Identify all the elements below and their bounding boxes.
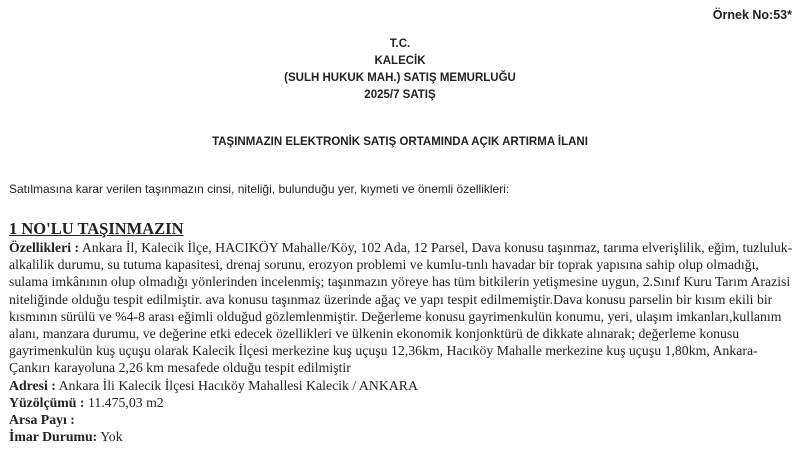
area-value: 11.475,03 m2: [84, 394, 164, 410]
zoning-row: [9, 428, 793, 445]
header-line-case: 2025/7 SATIŞ: [364, 89, 436, 101]
zoning-value: Yok: [97, 429, 123, 445]
header-line-city: KALECİK: [374, 55, 426, 67]
area-row: [9, 394, 793, 411]
features-paragraph: [9, 239, 793, 377]
address-label: Adresi :: [9, 377, 56, 393]
announcement-title: TAŞINMAZIN ELEKTRONİK SATIŞ ORTAMINDA AÇIK ARTIRMA İLANI: [212, 136, 588, 148]
features-label: Özellikleri :: [9, 240, 80, 255]
address-value: Ankara İli Kalecik İlçesi Hacıköy Mahallesi Kalecik / ANKARA: [55, 377, 418, 393]
property-title: 1 NO'LU TAŞINMAZIN: [9, 219, 184, 238]
address-row: [9, 377, 793, 394]
zoning-label: İmar Durumu:: [9, 429, 98, 445]
property-section: [9, 218, 793, 445]
features-text: Ankara İl, Kalecik İlçe, HACIKÖY Mahalle/Köy, 102 Ada, 12 Parsel, Dava konusu taşınmaz, tarıma elverişlilik, eğim, tuzluluk-alkalilik durumu, su tutuma kapasitesi, drenaj sorunu, erozyon problemi ve kumlu-tınlı havadar bir toprak yapısına sahip olup olmadığı, sulama imkânının olup olmadığı yönlerinden incelenmiş; taşınmazın yöreye has tüm bitkilerin yetişmesine uygun, 2.Sınıf Kuru Tarım Arazisi niteliğinde olduğu tespit edilmiştir. ava konusu taşınmaz üzerinde ağaç ve yapı tespit edilmemiştir.Dava konusu parselin bir kısım ekili bir kısmının sürülü ve %4-8 arası eğimli olduğud gözlemlenmiştir. Değerleme konusu gayrimenkulün konumu, yeri, ulaşım imkanları,kullanım alanı, manzara durumu, ve değerine etki edecek özellikleri ve ülkenin ekonomik konjonktürü de dikkate alınarak; değerleme konusu gayrimenkulün kuş uçuşu olarak Kalecik İlçesi merkezine kuş uçuşu 12,36km, Hacıköy Mahalle merkezine kuş uçuşu 1,80km, Ankara-Çankırı karayoluna 2,26 km mesafede olduğu tespit edilmiştir: [9, 240, 793, 376]
share-label: Arsa Payı :: [9, 412, 75, 428]
intro-text: Satılmasına karar verilen taşınmazın cinsi, niteliği, bulunduğu yer, kıymeti ve önemli özellikleri:: [9, 182, 510, 196]
header-line-tc: T.C.: [389, 38, 411, 50]
share-row: [9, 411, 793, 428]
court-header: [0, 36, 800, 104]
area-label: Yüzölçümü :: [9, 394, 85, 410]
sample-number: Örnek No:53*: [712, 8, 792, 22]
header-line-office: (SULH HUKUK MAH.) SATIŞ MEMURLUĞU: [284, 72, 516, 84]
